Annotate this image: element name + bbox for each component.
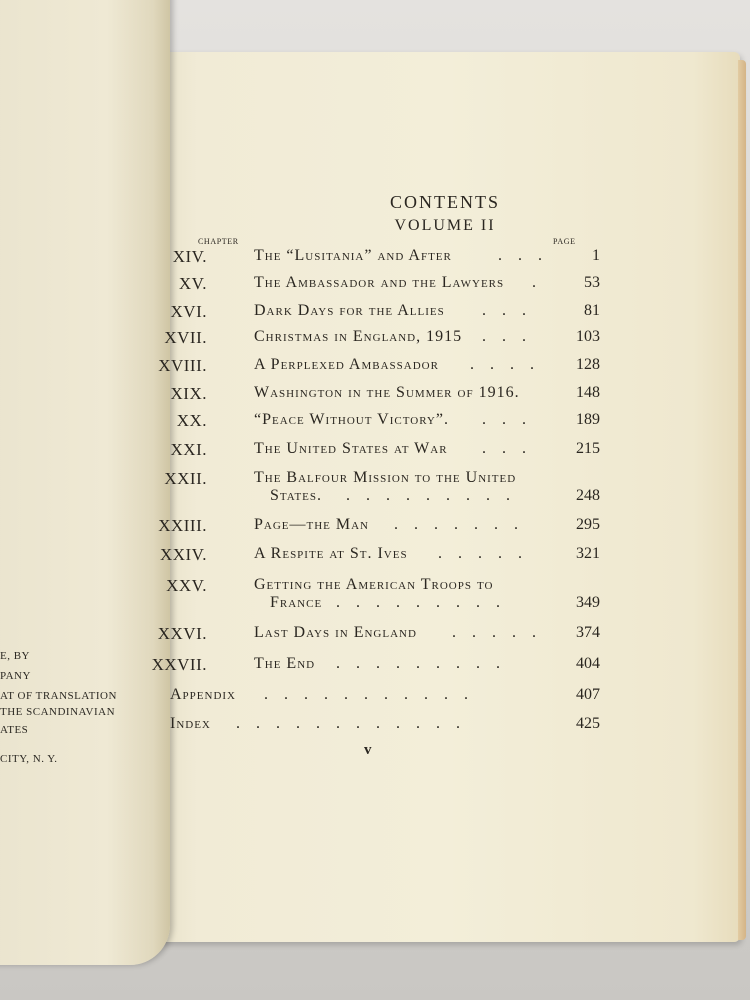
chapter-title-continued: States. — [270, 487, 323, 504]
chapter-title: Page—the Man — [254, 516, 370, 533]
chapter-number: XXIII. — [158, 516, 207, 535]
page-number: 295 — [576, 516, 600, 533]
toc-row — [170, 487, 600, 515]
toc-row — [170, 274, 600, 302]
page-number: 349 — [576, 594, 600, 611]
leader-dots: . . . . . . . . . — [346, 487, 516, 504]
contents-title: CONTENTS — [390, 192, 500, 212]
chapter-number: XVI. — [170, 302, 207, 321]
chapter-title: Washington in the Summer of 1916. — [254, 384, 520, 401]
chapter-title: A Perplexed Ambassador — [254, 356, 439, 373]
index-title: Index — [170, 715, 211, 732]
page-number: 248 — [576, 487, 600, 504]
toc-row — [151, 655, 600, 683]
page-number: 407 — [576, 686, 600, 703]
leader-dots: . . . . . . . . . — [336, 655, 506, 672]
toc-row — [170, 384, 600, 412]
leader-dots: . . . — [482, 440, 532, 457]
chapter-title: The United States at War — [254, 440, 448, 457]
toc-row — [158, 356, 600, 384]
left-page-line-3: AT OF TRANSLATION — [0, 690, 117, 702]
chapter-title: The Balfour Mission to the United — [254, 469, 517, 486]
left-page-line-4: THE SCANDINAVIAN — [0, 706, 116, 718]
left-page-line-6: CITY, N. Y. — [0, 753, 58, 765]
chapter-number: XVII. — [164, 328, 207, 347]
toc-row — [170, 594, 600, 622]
leader-dots: . . . . . . . — [394, 516, 524, 533]
page-number: 189 — [576, 411, 600, 428]
left-page-line-1: E, BY — [0, 650, 30, 662]
leader-dots: . . . — [482, 302, 532, 319]
chapter-number: XXV. — [166, 576, 207, 595]
page-number: 53 — [584, 274, 600, 291]
leader-dots: . . . . . . . . . — [336, 594, 506, 611]
page-number: 128 — [576, 356, 600, 373]
appendix-title: Appendix — [170, 686, 237, 703]
leader-dots: . . . . . . . . . . . — [264, 686, 474, 703]
chapter-title: The Ambassador and the Lawyers — [254, 274, 505, 291]
chapter-title: Christmas in England, 1915 — [254, 328, 463, 345]
left-page-line-5: ATES — [0, 724, 29, 736]
leader-dots: . . . . . . . . . . . . — [236, 715, 466, 732]
toc-row — [158, 516, 600, 544]
chapter-number: XV. — [178, 274, 207, 293]
chapter-label: CHAPTER — [198, 237, 239, 246]
page-number: 215 — [576, 440, 600, 457]
toc-row — [157, 624, 600, 652]
leader-dots: . . . — [482, 411, 532, 428]
page-folio: v — [364, 742, 372, 758]
leader-dots: . . . — [498, 247, 548, 264]
chapter-number: XVIII. — [158, 356, 207, 375]
leader-dots: . — [532, 274, 542, 291]
volume-title: VOLUME II — [394, 217, 496, 234]
leader-dots: . . . . . — [452, 624, 542, 641]
toc-row — [159, 545, 600, 573]
chapter-number: XXII. — [164, 469, 207, 488]
chapter-title: The End — [254, 655, 316, 672]
toc-row — [170, 247, 600, 275]
leader-dots: . . . . . — [438, 545, 528, 562]
page-number: 148 — [576, 384, 600, 401]
page-number: 81 — [584, 302, 600, 319]
page-number: 321 — [576, 545, 600, 562]
toc-row — [170, 440, 600, 468]
chapter-title: Getting the American Troops to — [254, 576, 494, 593]
chapter-number: XIX. — [170, 384, 207, 403]
chapter-title: The “Lusitania” and After — [254, 247, 452, 264]
chapter-number: XXVI. — [157, 624, 207, 643]
toc-row — [170, 411, 600, 439]
chapter-number: XXI. — [170, 440, 207, 459]
toc-row — [164, 328, 600, 356]
chapter-number: XXVII. — [151, 655, 207, 674]
page-number: 1 — [592, 247, 600, 264]
leader-dots: . . . . — [470, 356, 540, 373]
page-label: PAGE — [553, 237, 576, 246]
chapter-title: A Respite at St. Ives — [254, 545, 408, 562]
page-edge — [738, 60, 746, 940]
toc-row — [170, 715, 600, 743]
page-number: 103 — [576, 328, 600, 345]
chapter-number: XIV. — [172, 247, 207, 266]
leader-dots: . . . — [482, 328, 532, 345]
toc-row — [170, 302, 600, 330]
chapter-title-continued: France — [270, 594, 323, 611]
toc-row — [170, 686, 600, 714]
chapter-title: Dark Days for the Allies — [254, 302, 445, 319]
page-number: 374 — [576, 624, 600, 641]
page-number: 425 — [576, 715, 600, 732]
chapter-title: Last Days in England — [254, 624, 417, 641]
left-page-line-2: PANY — [0, 670, 31, 682]
chapter-number: XX. — [176, 411, 207, 430]
chapter-title: “Peace Without Victory”. — [254, 411, 449, 428]
chapter-number: XXIV. — [159, 545, 207, 564]
page-number: 404 — [576, 655, 600, 672]
left-page — [0, 0, 170, 965]
